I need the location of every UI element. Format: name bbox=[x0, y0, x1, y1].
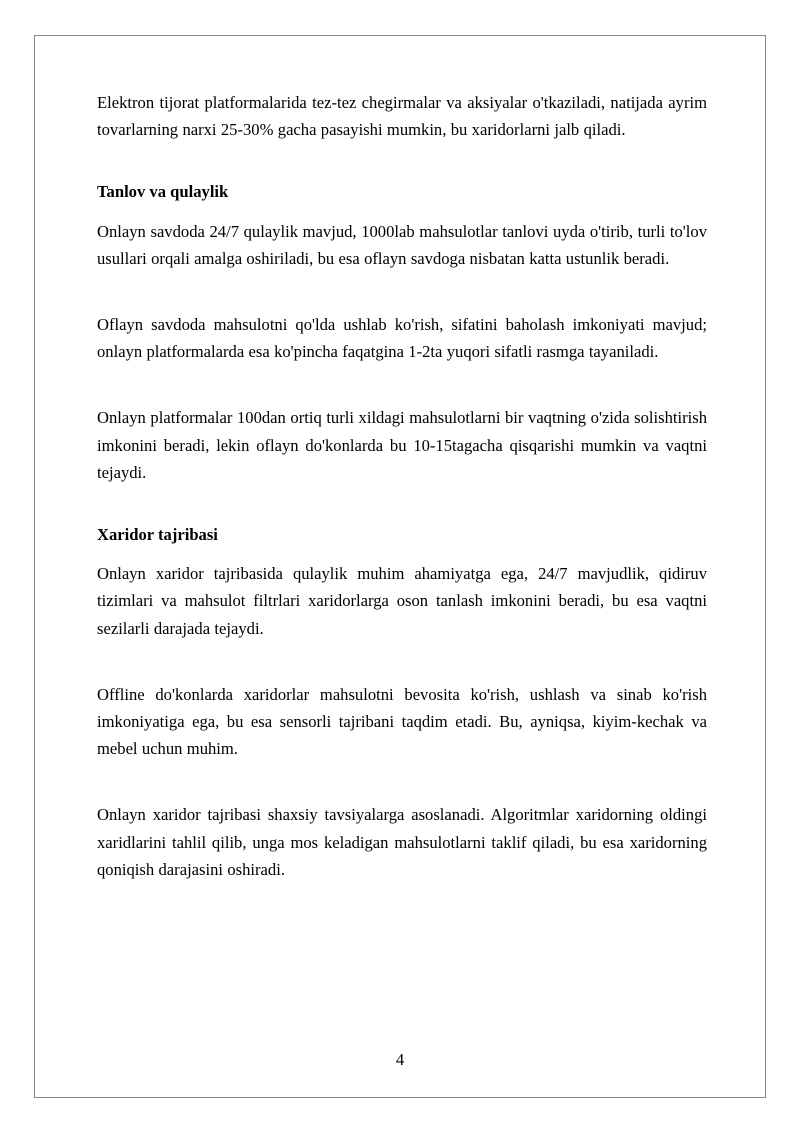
spacer bbox=[97, 548, 707, 560]
page-border-frame bbox=[34, 35, 766, 1098]
paragraph-online-convenience: Onlayn savdoda 24/7 qulaylik mavjud, 1000lab mahsulotlar tanlovi uyda o'tirib, turli to'lov usullari orqali amalga oshiriladi, bu esa oflayn savdoga nisbatan katta ustunlik beradi. bbox=[97, 221, 707, 268]
heading-xaridor-tajribasi: Xaridor tajribasi bbox=[97, 525, 218, 545]
page-number: 4 bbox=[395, 1050, 405, 1069]
spacer bbox=[97, 486, 707, 521]
paragraph-offline-touch: Oflayn savdoda mahsulotni qo'lda ushlab ko'rish, sifatini baholash imkoniyati mavjud; onlayn platformalarda esa ko'pincha faqatgina 1-2ta yuqori sifatli rasmga tayaniladi. bbox=[97, 315, 707, 362]
paragraph-online-experience: Onlayn xaridor tajribasida qulaylik muhim ahamiyatga ega, 24/7 mavjudlik, qidiruv tizimlari va mahsulot filtrlari xaridorlarga oson tanlash imkonini beradi, bu esa vaqtni sezilarli darajada tejaydi. bbox=[97, 564, 707, 638]
spacer bbox=[97, 642, 707, 681]
spacer bbox=[97, 365, 707, 404]
paragraph-offline-experience: Offline do'konlarda xaridorlar mahsulotni bevosita ko'rish, ushlash va sinab ko'rish imkoniyatiga ega, bu esa sensorli tajribani taqdim etadi. Bu, ayniqsa, kiyim-kechak va mebel uchun muhim. bbox=[97, 684, 707, 759]
paragraph-personalized-recommendations: Onlayn xaridor tajribasi shaxsiy tavsiyalarga asoslanadi. Algoritmlar xaridorning oldingi xaridlarini tahlil qilib, unga mos keladigan mahsulotlarni taklif qiladi, bu esa xaridorning qoniqish darajasini oshiradi. bbox=[97, 805, 707, 879]
document-text-column bbox=[97, 89, 707, 883]
spacer bbox=[97, 206, 707, 218]
heading-tanlov-va-qulaylik: Tanlov va qulaylik bbox=[97, 182, 229, 202]
paragraph-product-comparison: Onlayn platformalar 100dan ortiq turli xildagi mahsulotlarni bir vaqtning o'zida solishtirish imkonini beradi, lekin oflayn do'konlarda bu 10-15tagacha qisqarishi mumkin va vaqtni tejaydi. bbox=[97, 408, 707, 482]
paragraph-discounts: Elektron tijorat platformalarida tez-tez chegirmalar va aksiyalar o'tkaziladi, natijada ayrim tovarlarning narxi 25-30% gacha pasayishi mumkin, bu xaridorlarni jalb qiladi. bbox=[97, 93, 707, 140]
spacer bbox=[97, 272, 707, 311]
spacer bbox=[97, 143, 707, 178]
spacer bbox=[97, 762, 707, 801]
